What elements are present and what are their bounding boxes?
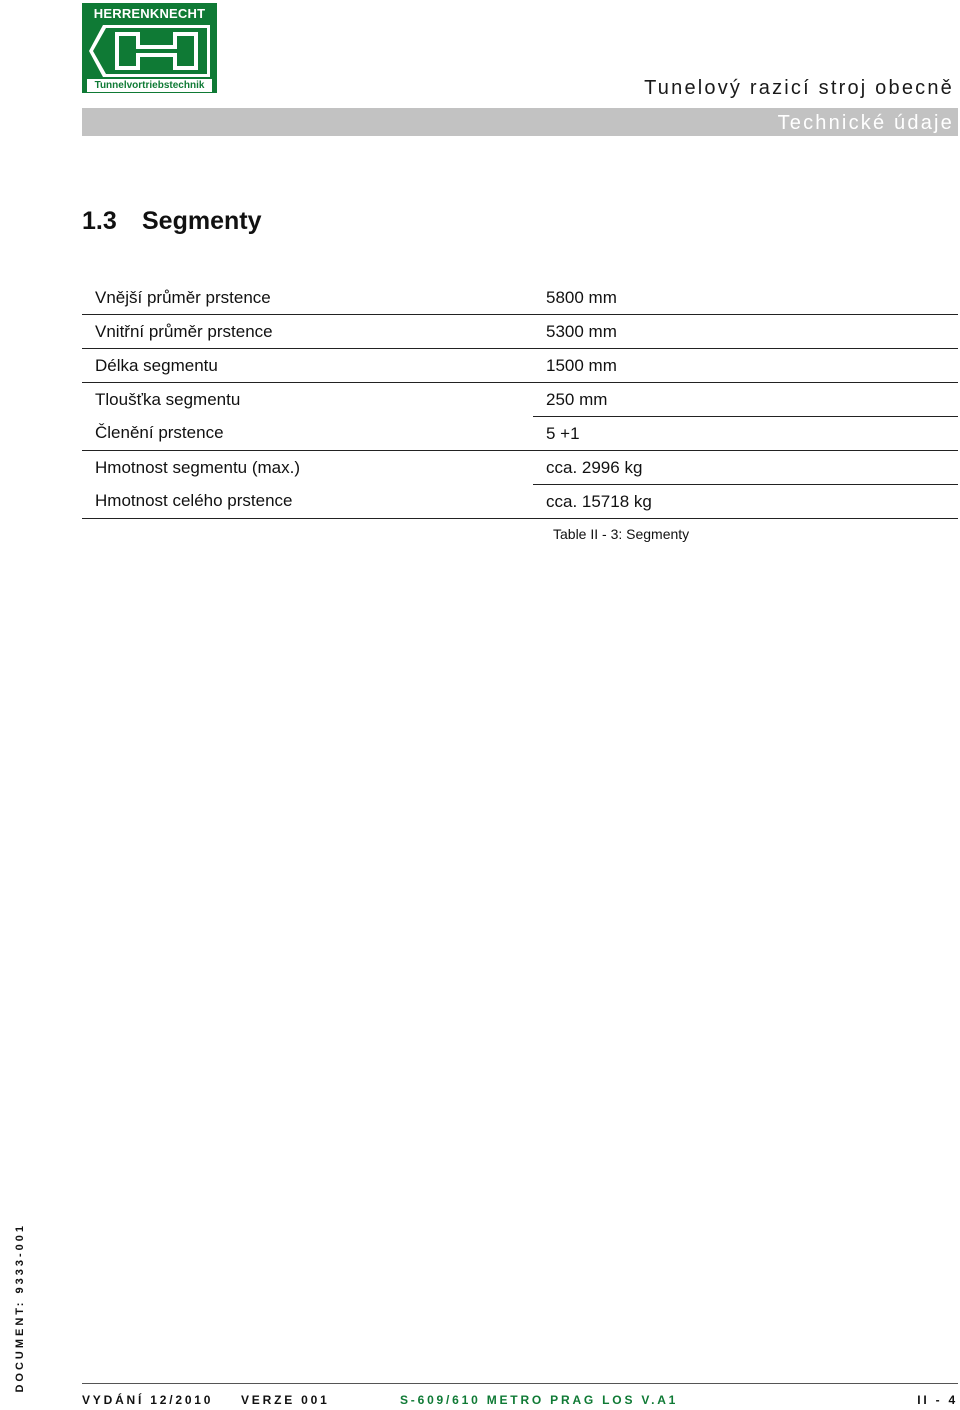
row-value: cca. 15718 kg: [533, 485, 958, 519]
table-row: [82, 383, 958, 417]
section-heading: [82, 207, 261, 236]
segment-spec-table: [82, 281, 958, 519]
table-row: [82, 417, 958, 451]
table-caption: Table II - 3: Segmenty: [553, 526, 690, 542]
footer-project: S-609/610 METRO PRAG LOS V.A1: [400, 1393, 679, 1407]
company-logo: [82, 3, 217, 93]
row-value: 1500 mm: [533, 349, 958, 383]
table-row: [82, 315, 958, 349]
table-row: [82, 281, 958, 315]
logo-tagline: Tunnelvortriebstechnik: [87, 79, 212, 92]
row-value: cca. 2996 kg: [533, 451, 958, 485]
document-code: DOCUMENT: 9333-001: [14, 1223, 26, 1393]
row-label: Hmotnost segmentu (max.): [95, 457, 301, 477]
section-title: Segmenty: [142, 207, 262, 235]
row-label: Vnitřní průměr prstence: [82, 315, 533, 349]
row-label: Hmotnost celého prstence: [82, 485, 533, 519]
logo-brand-text: HERRENKNECHT: [93, 6, 206, 21]
row-label: Vnější průměr prstence: [82, 281, 533, 315]
logo-h-emblem-icon: [89, 25, 210, 77]
document-subtitle: Technické údaje: [777, 112, 954, 134]
footer-version: VERZE 001: [241, 1393, 330, 1407]
row-value: 5800 mm: [533, 281, 958, 315]
row-value: 5300 mm: [533, 315, 958, 349]
table-row: [82, 349, 958, 383]
row-label: Členění prstence: [82, 417, 533, 451]
table-row: [82, 485, 958, 519]
row-label: Délka segmentu: [82, 349, 533, 383]
header-bar: [82, 108, 958, 136]
footer-issue: VYDÁNÍ 12/2010: [82, 1393, 214, 1407]
footer-page-number: II - 4: [917, 1393, 958, 1407]
row-value: 5 +1: [533, 417, 958, 451]
footer-divider: [82, 1383, 958, 1384]
table-row: [82, 451, 958, 485]
section-number: 1.3: [82, 207, 117, 235]
row-value: 250 mm: [533, 383, 958, 417]
document-title: Tunelový razicí stroj obecně: [644, 77, 954, 99]
row-label: Tloušťka segmentu: [95, 389, 241, 409]
